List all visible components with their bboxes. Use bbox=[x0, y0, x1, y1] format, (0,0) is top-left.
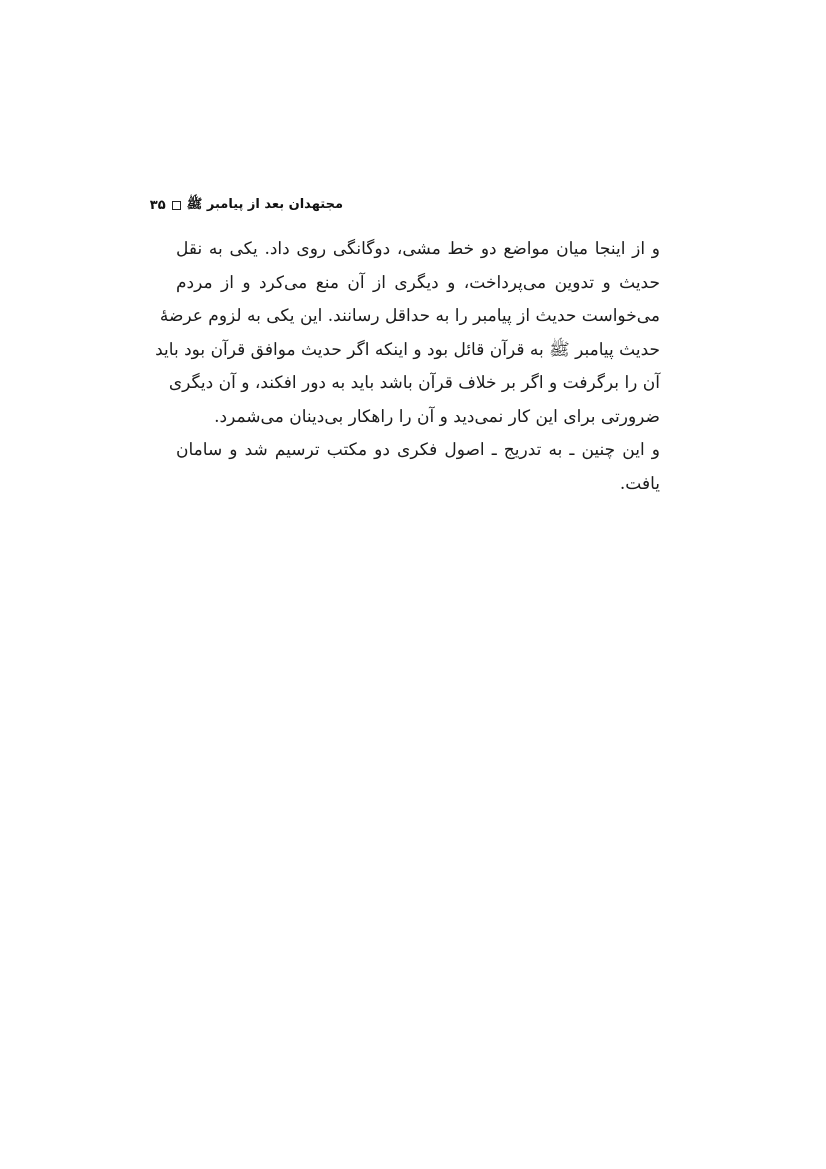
page-number: ۳۵ bbox=[149, 197, 166, 213]
text-line: حدیث پیامبر ﷺ به قرآن قائل بود و اینکه اگر حدیث موافق قرآن بود باید bbox=[155, 339, 660, 360]
text-line: آن را برگرفت و اگر بر خلاف قرآن باشد باید به دور افکند، و آن دیگری bbox=[168, 373, 660, 393]
text-line: یافت. bbox=[619, 473, 660, 494]
text-line: و از اینجا میان مواضع دو خط مشی، دوگانگی روی داد. یکی به نقل bbox=[176, 239, 660, 259]
text-line: ضرورتی برای این کار نمی‌دید و آن را راهکار بی‌دینان می‌شمرد. bbox=[214, 406, 660, 427]
square-bullet-icon bbox=[172, 201, 181, 210]
running-title: مجتهدان بعد از پیامبر ﷺ bbox=[186, 196, 343, 212]
text-line: می‌خواست حدیث از پیامبر را به حداقل رسانند. این یکی به لزوم عرضهٔ bbox=[159, 306, 660, 326]
running-header bbox=[143, 193, 343, 217]
text-line: حدیث و تدوین می‌پرداخت، و دیگری از آن منع می‌کرد و از مردم bbox=[176, 272, 660, 293]
body-text bbox=[155, 233, 660, 501]
text-line: و این چنین ـ به تدریج ـ اصول فکری دو مکتب ترسیم شد و سامان bbox=[176, 440, 660, 460]
